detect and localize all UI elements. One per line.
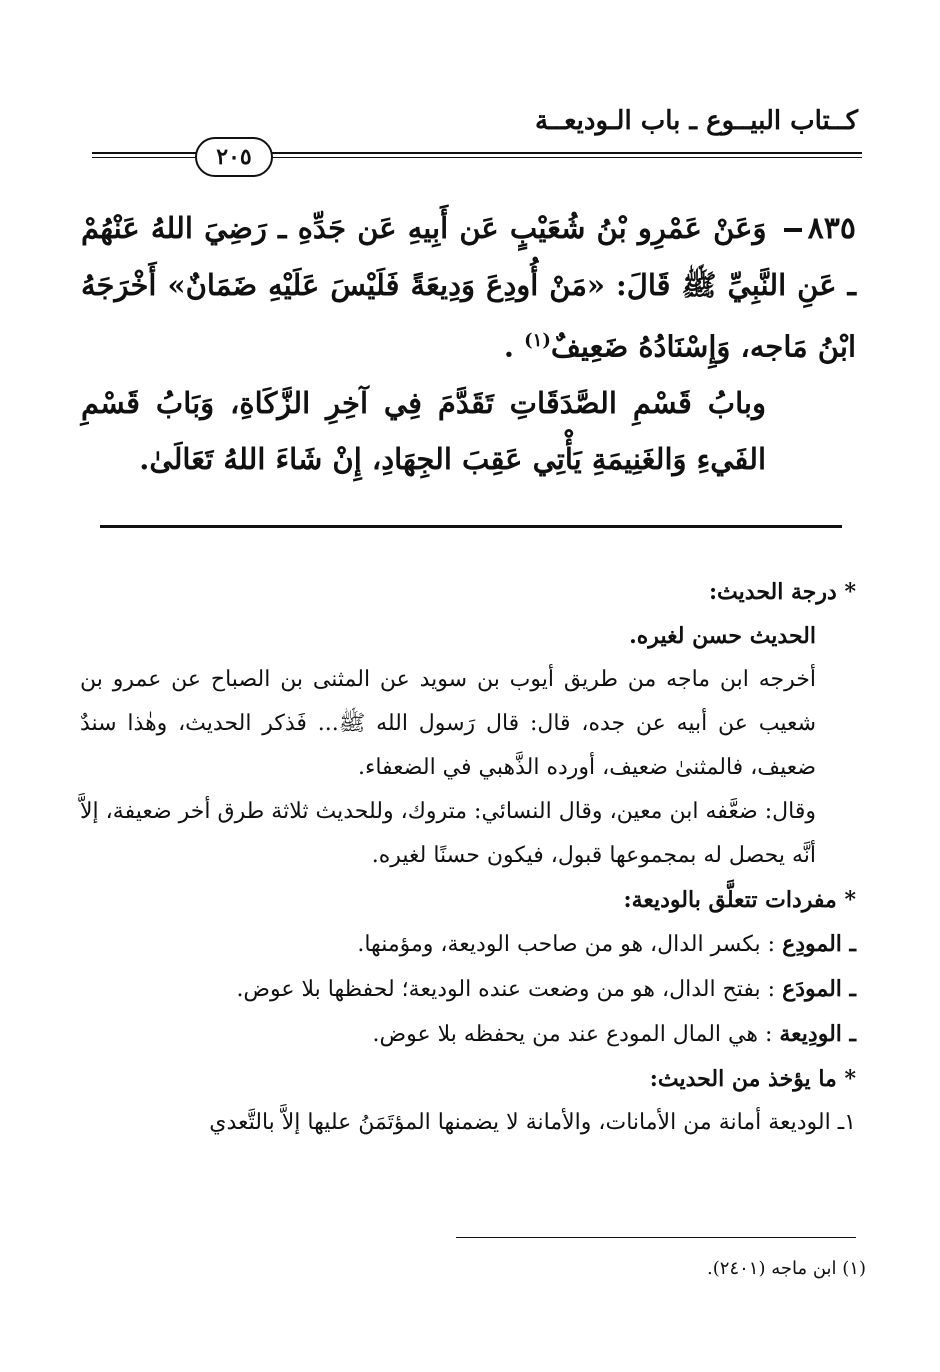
degree-paragraph-1: أخرجه ابن ماجه من طريق أيوب بن سويد عن المثنى بن الصباح عن عمرو بن شعيب عن أبيه عن جده، قال: قال رَسول الله ﷺ... فَذكر الحديث، وهٰذا سندٌ ضعيف، فالمثنىٰ ضعيف، أورده الذَّهبي في الضعفاء. [80,667,816,780]
degree-lead: الحديث حسن لغيره. [629,623,816,649]
page-number: ٢٠٥ [195,137,273,177]
running-header: كــتاب البيــوع ـ باب الـوديعــة [534,106,858,136]
vocab-heading: * مفردات تتعلَّق بالوديعة: [623,887,856,913]
vocab-definition: : هي المال المودع عند من يحفظه بلا عوض. [372,1022,773,1047]
vocab-definition: : بكسر الدال، هو من صاحب الوديعة، ومؤمنها. [357,932,776,957]
vocab-item [80,1012,856,1057]
commentary [80,570,856,1145]
degree-paragraph-2: وقال: ضعَّفه ابن معين، وقال النسائي: متروك، وللحديث ثلاثة طرق أخر ضعيفة، إلاَّ أنَّه يحصل له بمجموعها قبول، فيكون حسنًا لغيره. [80,799,816,868]
footnote: (١) ابن ماجه (٢٤٠١). [707,1258,866,1279]
vocab-item [80,922,856,967]
vocab-term: ـ المودَع [782,976,856,1002]
vocab-item [80,967,856,1012]
lesson-1: ١ـ الوديعة أمانة من الأمانات، والأمانة لا يضمنها المؤتَمَنُ عليها إلاَّ بالتَّعدي [209,1110,856,1135]
section-divider [100,525,842,528]
hadith-body: وَعَنْ عَمْرِو بْنُ شُعَيْبٍ عَن أَبِيهِ عَن جَدِّهِ ـ رَضِيَ اللهُ عَنْهُمْ ـ عَنِ النَّبِيِّ ﷺ قَالَ: «مَنْ أُودِعَ وَدِيعَةً فَلَيْسَ عَلَيْهِ ضَمَانٌ» أَخْرَجَهُ ابْنُ مَاجه، وَإِسْنَادُهُ ضَعِيفٌ [81,211,856,364]
hadith-number-dash [784,228,802,232]
hadith-note-paragraph: وبابُ قَسْمِ الصَّدَقَاتِ تَقَدَّمَ فِي آخِرِ الزَّكَاةِ، وَبَابُ قَسْمِ الفَيءِ وَالغَنِيمَةِ يَأْتِي عَقِبَ الجِهَادِ، إِنْ شَاءَ اللهُ تَعَالَىٰ. [81,385,766,476]
footnote-rule [456,1237,856,1238]
vocab-term: ـ المودِع [782,931,856,957]
lessons-heading: * ما يؤخذ من الحديث: [649,1066,856,1092]
footnote-marker: (١) [524,330,551,351]
vocab-definition: : بفتح الدال، هو من وضعت عنده الوديعة؛ لحفظها بلا عوض. [236,977,776,1002]
hadith-number: ٨٣٥ [807,211,856,246]
hadith-text [81,200,856,487]
vocab-term: ـ الودِيعة [779,1021,856,1047]
hadith-paragraph [81,200,856,375]
hadith-body-end: . [503,329,515,364]
degree-heading: * درجة الحديث: [708,579,856,605]
